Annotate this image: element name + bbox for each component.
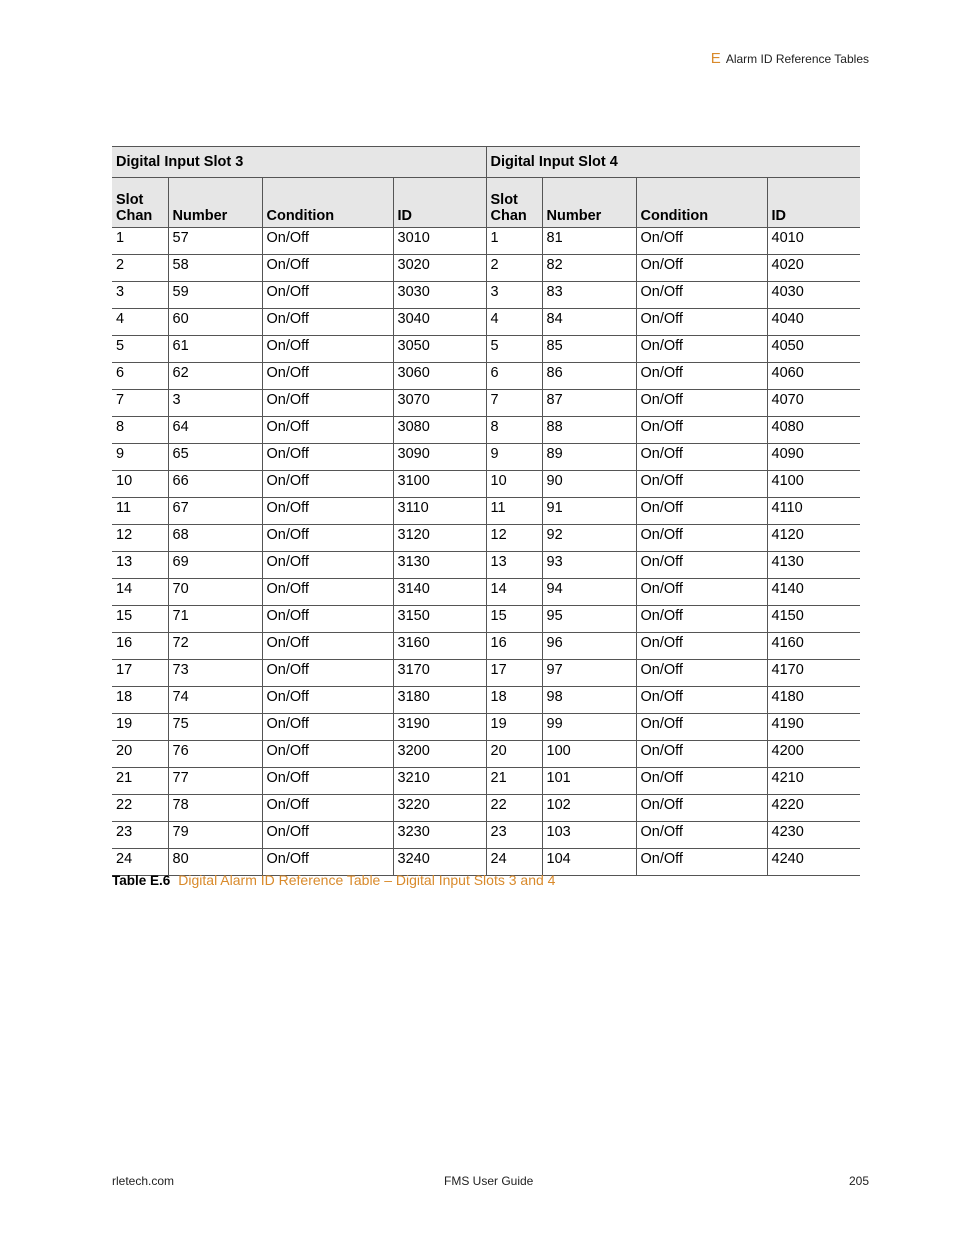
table-cell: On/Off — [262, 849, 393, 876]
table-cell: 59 — [168, 282, 262, 309]
table-cell: 18 — [112, 687, 168, 714]
table-cell: On/Off — [636, 822, 767, 849]
table-cell: 16 — [112, 633, 168, 660]
table-cell: 22 — [112, 795, 168, 822]
table-cell: 22 — [486, 795, 542, 822]
table-cell: 14 — [112, 579, 168, 606]
appendix-letter: E — [710, 50, 721, 67]
table-cell: 2 — [112, 255, 168, 282]
table-cell: 9 — [486, 444, 542, 471]
table-row — [112, 606, 860, 633]
table-cell: 61 — [168, 336, 262, 363]
table-cell: On/Off — [262, 498, 393, 525]
table-cell: 23 — [486, 822, 542, 849]
col-condition: Condition — [636, 178, 767, 228]
table-cell: 4180 — [767, 687, 860, 714]
table-cell: On/Off — [636, 228, 767, 255]
table-cell: 62 — [168, 363, 262, 390]
table-cell: On/Off — [262, 795, 393, 822]
table-cell: On/Off — [636, 552, 767, 579]
table-cell: 10 — [486, 471, 542, 498]
table-row — [112, 471, 860, 498]
table-cell: 96 — [542, 633, 636, 660]
table-cell: 3 — [112, 282, 168, 309]
table-cell: On/Off — [636, 471, 767, 498]
table-cell: 69 — [168, 552, 262, 579]
col-id: ID — [767, 178, 860, 228]
col-number: Number — [168, 178, 262, 228]
table-cell: 21 — [486, 768, 542, 795]
table-cell: On/Off — [636, 633, 767, 660]
table-row — [112, 795, 860, 822]
table-cell: 82 — [542, 255, 636, 282]
table-cell: 4190 — [767, 714, 860, 741]
table-row — [112, 633, 860, 660]
table-row — [112, 525, 860, 552]
table-cell: 23 — [112, 822, 168, 849]
table-cell: 4040 — [767, 309, 860, 336]
table-cell: 3230 — [393, 822, 486, 849]
table-cell: On/Off — [636, 444, 767, 471]
section-title: Alarm ID Reference Tables — [725, 52, 869, 66]
group-header-slot-4: Digital Input Slot 4 — [486, 147, 860, 178]
table-cell: 3220 — [393, 795, 486, 822]
table-row — [112, 741, 860, 768]
table-cell: On/Off — [262, 309, 393, 336]
table-cell: 83 — [542, 282, 636, 309]
table-row — [112, 309, 860, 336]
table-cell: 7 — [486, 390, 542, 417]
table-cell: 101 — [542, 768, 636, 795]
table-cell: 18 — [486, 687, 542, 714]
table-cell: 6 — [112, 363, 168, 390]
table-cell: 15 — [486, 606, 542, 633]
table-cell: 64 — [168, 417, 262, 444]
table-cell: 80 — [168, 849, 262, 876]
table-cell: 3190 — [393, 714, 486, 741]
table-cell: 86 — [542, 363, 636, 390]
table-row — [112, 579, 860, 606]
table-cell: 5 — [486, 336, 542, 363]
table-cell: On/Off — [636, 606, 767, 633]
table-row — [112, 687, 860, 714]
table-cell: 68 — [168, 525, 262, 552]
table-cell: 67 — [168, 498, 262, 525]
table-cell: On/Off — [636, 795, 767, 822]
col-number: Number — [542, 178, 636, 228]
table-cell: 20 — [486, 741, 542, 768]
table-cell: On/Off — [262, 444, 393, 471]
table-cell: 70 — [168, 579, 262, 606]
table-cell: 4170 — [767, 660, 860, 687]
table-cell: 4060 — [767, 363, 860, 390]
table-row — [112, 552, 860, 579]
table-cell: 97 — [542, 660, 636, 687]
table-cell: On/Off — [636, 255, 767, 282]
table-cell: 11 — [486, 498, 542, 525]
table-cell: On/Off — [636, 741, 767, 768]
table-cell: 3160 — [393, 633, 486, 660]
table-cell: On/Off — [636, 498, 767, 525]
table-cell: 3050 — [393, 336, 486, 363]
table-cell: On/Off — [262, 525, 393, 552]
table-row — [112, 822, 860, 849]
table-cell: 4090 — [767, 444, 860, 471]
footer-doc-title: FMS User Guide — [444, 1174, 534, 1188]
table-cell: On/Off — [262, 822, 393, 849]
table-cell: 3 — [168, 390, 262, 417]
table-cell: On/Off — [262, 741, 393, 768]
table-cell: On/Off — [636, 363, 767, 390]
table-cell: On/Off — [636, 417, 767, 444]
table-cell: 4240 — [767, 849, 860, 876]
table-cell: 93 — [542, 552, 636, 579]
table-cell: 4110 — [767, 498, 860, 525]
table-cell: On/Off — [262, 633, 393, 660]
table-cell: 16 — [486, 633, 542, 660]
table-cell: 4070 — [767, 390, 860, 417]
table-row — [112, 498, 860, 525]
col-slot-chan: Slot Chan — [486, 178, 542, 228]
table-row — [112, 660, 860, 687]
table-cell: On/Off — [636, 660, 767, 687]
table-cell: On/Off — [636, 714, 767, 741]
table-cell: 4 — [486, 309, 542, 336]
table-cell: 57 — [168, 228, 262, 255]
table-cell: On/Off — [262, 228, 393, 255]
table-cell: 76 — [168, 741, 262, 768]
table-row — [112, 417, 860, 444]
table-cell: 21 — [112, 768, 168, 795]
table-cell: 9 — [112, 444, 168, 471]
table-row — [112, 768, 860, 795]
table-row — [112, 444, 860, 471]
col-condition: Condition — [262, 178, 393, 228]
table-cell: On/Off — [262, 552, 393, 579]
table-cell: 3120 — [393, 525, 486, 552]
table-cell: On/Off — [262, 579, 393, 606]
table-cell: 95 — [542, 606, 636, 633]
table-cell: 84 — [542, 309, 636, 336]
table-cell: 3180 — [393, 687, 486, 714]
table-cell: On/Off — [262, 417, 393, 444]
table-cell: 4200 — [767, 741, 860, 768]
page-number: 205 — [848, 1174, 869, 1188]
table-cell: 87 — [542, 390, 636, 417]
table-cell: 3 — [486, 282, 542, 309]
table-cell: 4210 — [767, 768, 860, 795]
table-cell: On/Off — [636, 282, 767, 309]
table-cell: 3210 — [393, 768, 486, 795]
table-cell: 4030 — [767, 282, 860, 309]
table-cell: 3080 — [393, 417, 486, 444]
table-cell: On/Off — [262, 687, 393, 714]
table-body — [112, 228, 860, 876]
table-cell: 12 — [112, 525, 168, 552]
table-cell: 3060 — [393, 363, 486, 390]
table-cell: On/Off — [636, 849, 767, 876]
table-cell: 92 — [542, 525, 636, 552]
table-cell: 3110 — [393, 498, 486, 525]
table-cell: 90 — [542, 471, 636, 498]
table-cell: 3200 — [393, 741, 486, 768]
table-cell: 4120 — [767, 525, 860, 552]
table-cell: 66 — [168, 471, 262, 498]
table-cell: 4080 — [767, 417, 860, 444]
table-cell: 4140 — [767, 579, 860, 606]
table-cell: 103 — [542, 822, 636, 849]
table-cell: 58 — [168, 255, 262, 282]
table-cell: 19 — [112, 714, 168, 741]
table-cell: On/Off — [636, 525, 767, 552]
table-cell: 75 — [168, 714, 262, 741]
table-cell: 8 — [112, 417, 168, 444]
table-cell: 3070 — [393, 390, 486, 417]
table-cell: 15 — [112, 606, 168, 633]
table-cell: 100 — [542, 741, 636, 768]
table-cell: On/Off — [636, 687, 767, 714]
table-cell: 4010 — [767, 228, 860, 255]
table-cell: 89 — [542, 444, 636, 471]
table-cell: 3010 — [393, 228, 486, 255]
table-cell: 81 — [542, 228, 636, 255]
table-caption — [112, 872, 555, 888]
table-cell: 85 — [542, 336, 636, 363]
footer-website: rletech.com — [112, 1174, 175, 1188]
table-cell: 13 — [112, 552, 168, 579]
table-row — [112, 228, 860, 255]
table-cell: On/Off — [262, 471, 393, 498]
table-cell: On/Off — [262, 660, 393, 687]
table-cell: 4220 — [767, 795, 860, 822]
caption-title: Digital Alarm ID Reference Table – Digital Input Slots 3 and 4 — [178, 872, 556, 888]
table-cell: 102 — [542, 795, 636, 822]
table-cell: 7 — [112, 390, 168, 417]
table-cell: 77 — [168, 768, 262, 795]
table-cell: 2 — [486, 255, 542, 282]
table-cell: 4100 — [767, 471, 860, 498]
table-row — [112, 255, 860, 282]
table-cell: 3240 — [393, 849, 486, 876]
col-id: ID — [393, 178, 486, 228]
table-cell: 91 — [542, 498, 636, 525]
table-cell: 3150 — [393, 606, 486, 633]
table-cell: On/Off — [262, 255, 393, 282]
table-cell: 8 — [486, 417, 542, 444]
table-cell: 71 — [168, 606, 262, 633]
table-cell: On/Off — [262, 714, 393, 741]
col-slot-chan: Slot Chan — [112, 178, 168, 228]
table-cell: On/Off — [636, 309, 767, 336]
table-cell: 65 — [168, 444, 262, 471]
table-cell: 3090 — [393, 444, 486, 471]
table-cell: 1 — [112, 228, 168, 255]
table-cell: 3140 — [393, 579, 486, 606]
table-cell: 3030 — [393, 282, 486, 309]
group-header-slot-3: Digital Input Slot 3 — [112, 147, 486, 178]
table-cell: 99 — [542, 714, 636, 741]
table-cell: 4 — [112, 309, 168, 336]
table-cell: 4050 — [767, 336, 860, 363]
table-cell: 19 — [486, 714, 542, 741]
table-cell: 3170 — [393, 660, 486, 687]
table-cell: 78 — [168, 795, 262, 822]
table-cell: 13 — [486, 552, 542, 579]
table-cell: 24 — [486, 849, 542, 876]
table-cell: 3040 — [393, 309, 486, 336]
table-cell: 72 — [168, 633, 262, 660]
table-cell: 104 — [542, 849, 636, 876]
table-cell: 4160 — [767, 633, 860, 660]
table-cell: 3020 — [393, 255, 486, 282]
table-cell: 14 — [486, 579, 542, 606]
table-cell: 73 — [168, 660, 262, 687]
table-cell: 1 — [486, 228, 542, 255]
table-cell: 3100 — [393, 471, 486, 498]
table-cell: On/Off — [262, 336, 393, 363]
table-row — [112, 363, 860, 390]
table-cell: 24 — [112, 849, 168, 876]
table-row — [112, 714, 860, 741]
caption-label: Table E.6 — [112, 873, 171, 888]
table-cell: On/Off — [636, 768, 767, 795]
table-cell: 4150 — [767, 606, 860, 633]
table-cell: On/Off — [262, 768, 393, 795]
table-cell: On/Off — [262, 390, 393, 417]
table-cell: 17 — [112, 660, 168, 687]
table-row — [112, 390, 860, 417]
table-cell: 17 — [486, 660, 542, 687]
table-cell: On/Off — [636, 390, 767, 417]
table-cell: 98 — [542, 687, 636, 714]
table-row — [112, 282, 860, 309]
table-cell: On/Off — [636, 336, 767, 363]
table-row — [112, 336, 860, 363]
table-cell: 11 — [112, 498, 168, 525]
table-cell: On/Off — [262, 282, 393, 309]
table-cell: 4020 — [767, 255, 860, 282]
table-cell: 74 — [168, 687, 262, 714]
table-cell: 5 — [112, 336, 168, 363]
table-cell: 3130 — [393, 552, 486, 579]
table-cell: On/Off — [262, 606, 393, 633]
table-cell: 88 — [542, 417, 636, 444]
table-cell: 94 — [542, 579, 636, 606]
table-cell: On/Off — [636, 579, 767, 606]
table-cell: 12 — [486, 525, 542, 552]
table-cell: 60 — [168, 309, 262, 336]
table-cell: On/Off — [262, 363, 393, 390]
table-cell: 10 — [112, 471, 168, 498]
table-cell: 4130 — [767, 552, 860, 579]
table-cell: 20 — [112, 741, 168, 768]
running-header — [711, 50, 869, 67]
table-cell: 6 — [486, 363, 542, 390]
table-cell: 79 — [168, 822, 262, 849]
alarm-id-table — [112, 146, 860, 876]
table-cell: 4230 — [767, 822, 860, 849]
